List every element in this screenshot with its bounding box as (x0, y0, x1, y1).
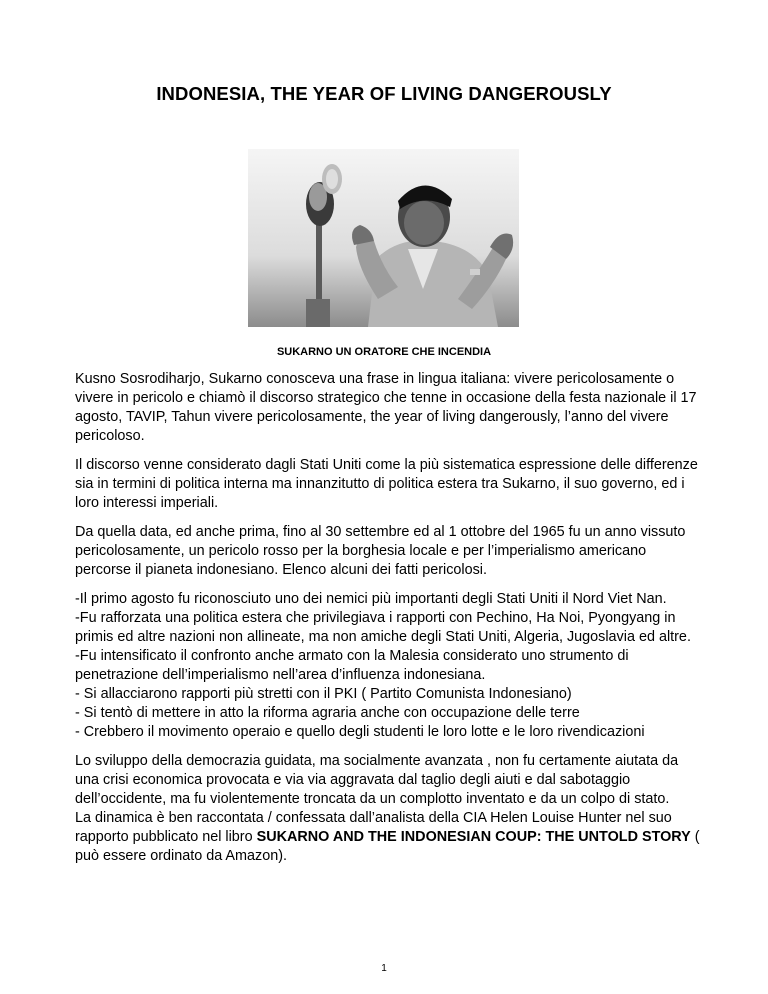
paragraph-intro: Kusno Sosrodiharjo, Sukarno conosceva una frase in lingua italiana: vivere pericolosamente o vivere in pericolo e chiamò il discorso strategico che tenne in occasione della festa nazionale il 17 agosto, TAVIP, Tahun vivere pericolosamente, the year of living dangerously, l’anno del vivere pericoloso. (75, 371, 697, 444)
list-item: - Si allacciarono rapporti più stretti con il PKI ( Partito Comunista Indonesiano) (75, 686, 572, 702)
facts-list (75, 590, 705, 742)
book-title: SUKARNO AND THE INDONESIAN COUP: THE UNTOLD STORY (256, 829, 691, 845)
list-item: - Si tentò di mettere in atto la riforma agraria anche con occupazione delle terre (75, 705, 580, 721)
page-number: 1 (381, 963, 387, 974)
photo-caption: SUKARNO UN ORATORE CHE INCENDIA (276, 346, 492, 358)
paragraph-us-view: Il discorso venne considerato dagli Stati Uniti come la più sistematica espressione delle differenze sia in termini di politica interna ma innanzitutto di politica estera tra Sukarno, il suo governo, ed i loro interessi imperiali. (75, 457, 698, 511)
article-body (75, 370, 705, 876)
sukarno-photo (248, 149, 519, 327)
list-item: -Fu intensificato il confronto anche armato con la Malesia considerato uno strumento di penetrazione dell’imperialismo nell’area d’influenza indonesiana. (75, 648, 629, 683)
closing-source-intro: La dinamica è ben raccontata / confessata dall’analista della CIA Helen Louise Hunter nel suo rapporto pubblicato nel libro (75, 810, 672, 845)
closing-source (75, 809, 705, 866)
paragraph-dangerous-year: Da quella data, ed anche prima, fino al 30 settembre ed al 1 ottobre del 1965 fu un anno vissuto pericolosamente, un pericolo rosso per la borghesia locale e per l’imperialismo americano percorse il pianeta indonesiano. Elenco alcuni dei fatti pericolosi. (75, 524, 686, 578)
document-title: INDONESIA, THE YEAR OF LIVING DANGEROUSLY (156, 83, 612, 104)
closing-source-note: ( può essere ordinato da Amazon). (75, 829, 700, 864)
closing-text: Lo sviluppo della democrazia guidata, ma socialmente avanzata , non fu certamente aiutata da una crisi economica provocata e via via aggravata dal taglio degli aiuti e dal sabotaggio dell’occidente, ma fu violentemente troncata da un complotto inventato e da un colpo di stato. (75, 753, 679, 807)
list-item: -Fu rafforzata una politica estera che privilegiava i rapporti con Pechino, Ha Noi, Pyongyang in primis ed altre nazioni non allineate, ma non amiche degli Stati Uniti, Algeria, Jugoslavia ed altre. (75, 610, 691, 645)
sukarno-photo-illustration (248, 149, 519, 327)
list-item: -Il primo agosto fu riconosciuto uno dei nemici più importanti degli Stati Uniti il Nord Viet Nan. (75, 591, 667, 607)
paragraph-closing (75, 752, 705, 866)
list-item: - Crebbero il movimento operaio e quello degli studenti le loro lotte e le loro rivendicazioni (75, 724, 645, 740)
